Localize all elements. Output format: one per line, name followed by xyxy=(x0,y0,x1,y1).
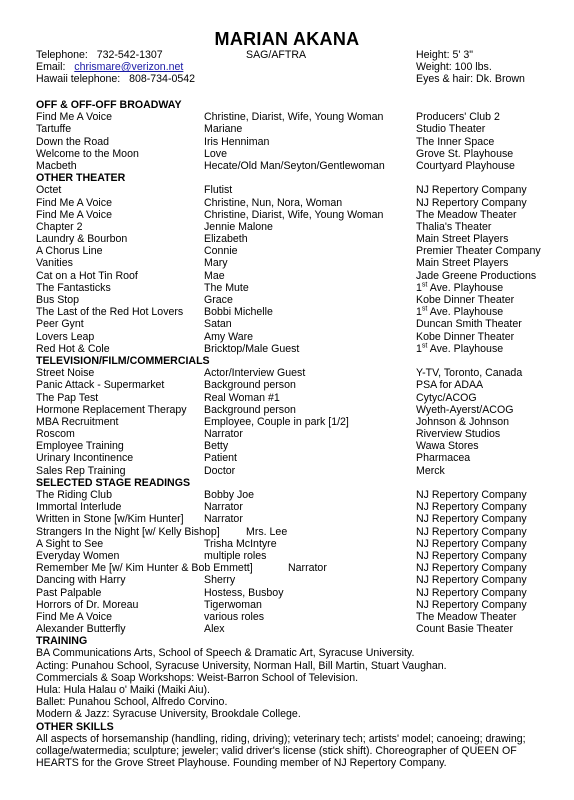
credit-role: Betty xyxy=(204,440,229,453)
credit-venue: Producers' Club 2 xyxy=(416,111,500,124)
credit-venue: Main Street Players xyxy=(416,233,509,246)
credit-role: Narrator xyxy=(288,562,327,575)
credit-title: Written in Stone [w/Kim Hunter] xyxy=(36,513,184,526)
credit-title: Dancing with Harry xyxy=(36,574,126,587)
credit-row xyxy=(36,465,556,477)
credit-title: Vanities xyxy=(36,257,73,270)
credit-row xyxy=(36,270,556,282)
email-label: Email: xyxy=(36,61,66,73)
credit-role: Amy Ware xyxy=(204,330,254,343)
credit-role: Hostess, Busboy xyxy=(204,586,284,599)
credit-role: Employee, Couple in park [1/2] xyxy=(204,415,349,428)
union-affiliation: SAG/AFTRA xyxy=(246,49,307,61)
credit-row xyxy=(36,623,556,635)
credit-row xyxy=(36,440,556,452)
credit-title: Find Me A Voice xyxy=(36,208,112,221)
credit-title: Bus Stop xyxy=(36,294,79,306)
credit-venue: NJ Repertory Company xyxy=(416,586,527,599)
credit-role: Mrs. Lee xyxy=(246,525,288,538)
credit-role: Satan xyxy=(204,318,232,331)
credit-row xyxy=(36,184,556,196)
credit-venue: NJ Repertory Company xyxy=(416,537,527,550)
credit-role: Iris Henniman xyxy=(204,135,270,148)
credit-title: Panic Attack - Supermarket xyxy=(36,379,165,392)
section-readings xyxy=(36,489,556,635)
credit-role: Background person xyxy=(204,403,296,416)
credit-row xyxy=(36,294,556,306)
skills-paragraph: All aspects of horsemanship (handling, riding, driving); veterinary tech; artists' model; canoeing; drawing; collage/watermedia; sculpture; jeweler; valid driver's license (stick shift). Choreographer of QUEEN OF HEARTS for the Grove Street Playhouse. Founding member of NJ Repertory Company. xyxy=(36,732,526,770)
credit-venue: NJ Repertory Company xyxy=(416,549,527,562)
credit-row xyxy=(36,513,556,525)
credit-venue: NJ Repertory Company xyxy=(416,184,527,197)
credit-role: Bobby Joe xyxy=(204,489,255,501)
credit-role: Alex xyxy=(204,623,225,636)
credit-role: Connie xyxy=(204,245,238,258)
credit-title: Find Me A Voice xyxy=(36,196,112,209)
section-broadway xyxy=(36,111,556,172)
credit-venue: Grove St. Playhouse xyxy=(416,147,514,160)
credit-title: Street Noise xyxy=(36,367,95,380)
credit-title: Macbeth xyxy=(36,159,77,172)
credit-title: Everyday Women xyxy=(36,549,120,562)
credit-title: The Pap Test xyxy=(36,391,99,404)
credit-role: Love xyxy=(204,147,227,160)
credit-venue: 1st Ave. Playhouse xyxy=(416,305,504,319)
credit-row xyxy=(36,501,556,513)
credit-title: The Riding Club xyxy=(36,489,112,501)
section-heading-training: TRAINING xyxy=(36,635,88,648)
height-stat: Height: 5' 3" xyxy=(416,49,474,61)
credit-title: A Sight to See xyxy=(36,537,104,550)
credit-title: Remember Me [w/ Kim Hunter & Bob Emmett] xyxy=(36,562,253,575)
credit-title: Red Hot & Cole xyxy=(36,342,110,355)
credit-venue: The Meadow Theater xyxy=(416,208,517,221)
credit-row xyxy=(36,343,556,355)
credit-role: Actor/Interview Guest xyxy=(204,367,306,380)
credit-venue: 1st Ave. Playhouse xyxy=(416,281,504,294)
credit-role: Grace xyxy=(204,294,233,306)
credit-role: Flutist xyxy=(204,184,233,197)
credit-venue: NJ Repertory Company xyxy=(416,196,527,209)
credit-title: The Fantasticks xyxy=(36,281,111,294)
training-line: Hula: Hula Halau o' Maiki (Maiki Aiu). xyxy=(36,684,210,697)
credit-venue: The Meadow Theater xyxy=(416,610,517,623)
credit-role: various roles xyxy=(204,610,265,623)
credit-venue: 1st Ave. Playhouse xyxy=(416,342,504,355)
telephone-value: 732-542-1307 xyxy=(96,49,163,61)
actor-name: MARIAN AKANA xyxy=(214,29,360,49)
section-heading-skills: OTHER SKILLS xyxy=(36,720,114,733)
credit-title: Welcome to the Moon xyxy=(36,147,139,160)
credit-title: Lovers Leap xyxy=(36,330,95,343)
credit-row xyxy=(36,392,556,404)
credit-role: Mary xyxy=(204,257,228,270)
credit-venue: Thalia's Theater xyxy=(416,220,492,233)
credit-venue: NJ Repertory Company xyxy=(416,513,527,526)
credit-row xyxy=(36,160,556,172)
credit-venue: Riverview Studios xyxy=(416,428,501,441)
credit-row xyxy=(36,574,556,586)
credit-venue: The Inner Space xyxy=(416,135,495,148)
credit-title: Find Me A Voice xyxy=(36,111,112,124)
email-link[interactable]: chrismare@verizon.net xyxy=(74,61,184,73)
credit-role: Patient xyxy=(204,452,237,465)
credit-venue: Merck xyxy=(416,464,445,477)
credit-role: Narrator xyxy=(204,501,243,514)
credit-title: Find Me A Voice xyxy=(36,610,112,623)
credit-role: Elizabeth xyxy=(204,233,248,246)
credit-title: Alexander Butterfly xyxy=(36,623,126,636)
credit-row xyxy=(36,257,556,269)
credit-row xyxy=(36,562,556,574)
credit-venue: Main Street Players xyxy=(416,257,509,270)
credit-title: The Last of the Red Hot Lovers xyxy=(36,306,184,319)
credit-title: Hormone Replacement Therapy xyxy=(36,403,187,416)
section-heading-readings: SELECTED STAGE READINGS xyxy=(36,476,191,489)
credit-title: Chapter 2 xyxy=(36,220,83,233)
credit-role: Sherry xyxy=(204,574,236,587)
section-tv xyxy=(36,367,556,477)
credit-venue: PSA for ADAA xyxy=(416,379,484,392)
credit-title: Employee Training xyxy=(36,440,124,453)
credit-venue: Pharmacea xyxy=(416,452,471,465)
credit-venue: Jade Greene Productions xyxy=(416,269,537,282)
credit-venue: Studio Theater xyxy=(416,123,486,136)
section-training xyxy=(36,647,556,720)
credit-role: Jennie Malone xyxy=(204,220,273,233)
credit-row xyxy=(36,587,556,599)
credit-title: Horrors of Dr. Moreau xyxy=(36,598,139,611)
credit-row xyxy=(36,489,556,501)
credit-title: Tartuffe xyxy=(36,123,72,136)
credit-role: Narrator xyxy=(204,428,243,441)
credit-title: Peer Gynt xyxy=(36,318,84,331)
credit-role: Bricktop/Male Guest xyxy=(204,342,300,355)
credit-row xyxy=(36,318,556,330)
weight-stat: Weight: 100 lbs. xyxy=(416,61,492,73)
credit-role: Christine, Nun, Nora, Woman xyxy=(204,196,343,209)
credit-role: Background person xyxy=(204,379,296,392)
training-line: Commercials & Soap Workshops: Weist-Barron School of Television. xyxy=(36,671,359,684)
credit-row xyxy=(36,111,556,123)
credit-title: Urinary Incontinence xyxy=(36,452,134,465)
credit-role: Bobbi Michelle xyxy=(204,306,273,319)
credit-row xyxy=(36,538,556,550)
credit-title: MBA Recruitment xyxy=(36,415,119,428)
credit-venue: Kobe Dinner Theater xyxy=(416,330,515,343)
credit-role: Trisha McIntyre xyxy=(204,537,277,550)
credit-row xyxy=(36,306,556,318)
credit-title: Roscom xyxy=(36,428,75,441)
credit-venue: Y-TV, Toronto, Canada xyxy=(416,367,523,380)
credit-venue: NJ Repertory Company xyxy=(416,525,527,538)
credit-title: Octet xyxy=(36,184,62,197)
credit-role: Christine, Diarist, Wife, Young Woman xyxy=(204,208,384,221)
credit-venue: Premier Theater Company xyxy=(416,245,541,258)
credit-venue: Courtyard Playhouse xyxy=(416,159,515,172)
resume-body xyxy=(36,99,556,769)
credit-row xyxy=(36,136,556,148)
credit-row xyxy=(36,245,556,257)
contact-header xyxy=(36,49,536,85)
credit-role: Mariane xyxy=(204,123,243,136)
training-line: Modern & Jazz: Syracuse University, Brookdale College. xyxy=(36,708,301,721)
credit-title: Immortal Interlude xyxy=(36,501,122,514)
credit-role: Christine, Diarist, Wife, Young Woman xyxy=(204,111,384,124)
credit-venue: Wawa Stores xyxy=(416,440,479,453)
credit-venue: NJ Repertory Company xyxy=(416,562,527,575)
credit-row xyxy=(36,221,556,233)
credit-row xyxy=(36,404,556,416)
credit-role: The Mute xyxy=(204,281,249,294)
credit-row xyxy=(36,599,556,611)
credit-venue: Cytyc/ACOG xyxy=(416,391,477,404)
credit-row xyxy=(36,379,556,391)
credit-title: Laundry & Bourbon xyxy=(36,233,128,246)
credit-row xyxy=(36,331,556,343)
credit-title: A Chorus Line xyxy=(36,245,103,258)
hawaii-phone-label: Hawaii telephone: xyxy=(36,73,121,85)
credit-row xyxy=(36,611,556,623)
credit-title: Down the Road xyxy=(36,135,110,148)
credit-venue: Wyeth-Ayerst/ACOG xyxy=(416,403,514,416)
credit-venue: NJ Repertory Company xyxy=(416,598,527,611)
section-heading-tv: TELEVISION/FILM/COMMERCIALS xyxy=(36,354,210,367)
credit-venue: Count Basie Theater xyxy=(416,623,513,636)
credit-title: Past Palpable xyxy=(36,586,102,599)
training-line: Acting: Punahou School, Syracuse University, Norman Hall, Bill Martin, Stuart Vaughan. xyxy=(36,659,447,672)
credit-title: Sales Rep Training xyxy=(36,464,126,477)
credit-row xyxy=(36,416,556,428)
training-line: Ballet: Punahou School, Alfredo Corvino. xyxy=(36,696,228,709)
hawaii-phone-value: 808-734-0542 xyxy=(129,73,196,85)
training-line: BA Communications Arts, School of Speech & Dramatic Art, Syracuse University. xyxy=(36,647,415,660)
credit-venue: NJ Repertory Company xyxy=(416,501,527,514)
section-heading-theater: OTHER THEATER xyxy=(36,172,126,185)
credit-venue: Duncan Smith Theater xyxy=(416,318,522,331)
credit-venue: Johnson & Johnson xyxy=(416,415,510,428)
credit-row xyxy=(36,550,556,562)
credit-row xyxy=(36,526,556,538)
credit-role: Tigerwoman xyxy=(204,598,262,611)
credit-role: Real Woman #1 xyxy=(204,391,280,404)
credit-venue: Kobe Dinner Theater xyxy=(416,294,515,306)
credit-row xyxy=(36,452,556,464)
credit-row xyxy=(36,209,556,221)
eyes-hair-stat: Eyes & hair: Dk. Brown xyxy=(416,73,525,85)
credit-row xyxy=(36,233,556,245)
credit-title: Cat on a Hot Tin Roof xyxy=(36,269,138,282)
credit-role: multiple roles xyxy=(204,549,267,562)
section-heading-broadway: OFF & OFF-OFF BROADWAY xyxy=(36,99,182,111)
credit-row xyxy=(36,428,556,440)
credit-row xyxy=(36,367,556,379)
credit-venue: NJ Repertory Company xyxy=(416,574,527,587)
credit-title: Strangers In the Night [w/ Kelly Bishop] xyxy=(36,525,220,538)
credit-role: Narrator xyxy=(204,513,243,526)
credit-role: Mae xyxy=(204,269,225,282)
credit-venue: NJ Repertory Company xyxy=(416,489,527,501)
credit-row xyxy=(36,148,556,160)
credit-row xyxy=(36,197,556,209)
telephone-label: Telephone: xyxy=(36,49,88,61)
section-theater xyxy=(36,184,556,355)
credit-role: Doctor xyxy=(204,464,236,477)
credit-row xyxy=(36,282,556,294)
credit-role: Hecate/Old Man/Seyton/Gentlewoman xyxy=(204,159,385,172)
credit-row xyxy=(36,123,556,135)
